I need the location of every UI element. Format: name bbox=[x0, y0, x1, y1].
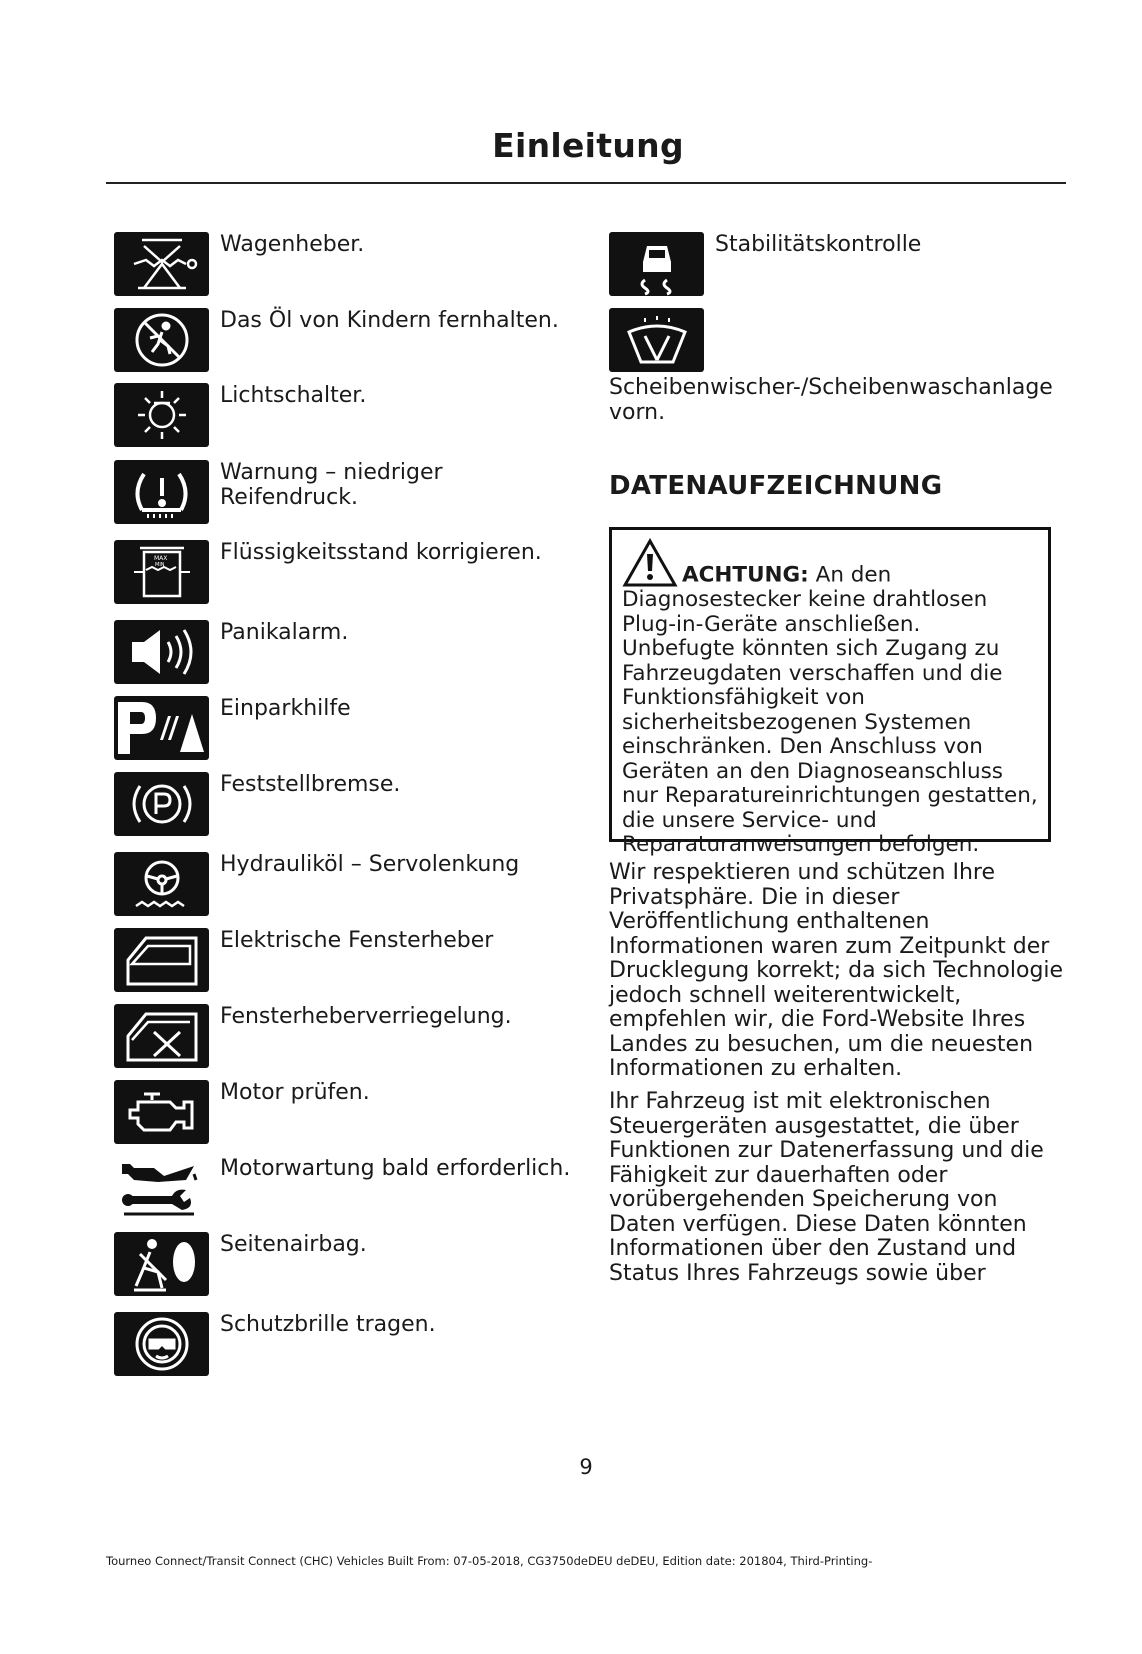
wiper-description: Scheibenwischer-/Scheibenwaschanlage vorn. bbox=[609, 375, 1053, 425]
fluid-level-icon bbox=[114, 540, 209, 604]
stability-control-icon bbox=[609, 232, 704, 296]
safety-goggles-icon bbox=[114, 1312, 209, 1376]
tire-pressure-warning-icon bbox=[114, 460, 209, 524]
engine-service-icon bbox=[114, 1156, 209, 1220]
symbol-label: Feststellbremse. bbox=[220, 772, 401, 797]
symbol-label: Schutzbrille tragen. bbox=[220, 1312, 436, 1337]
parking-brake-icon bbox=[114, 772, 209, 836]
section-heading: DATENAUFZEICHNUNG bbox=[609, 471, 943, 501]
symbol-label: Hydrauliköl – Servolenkung bbox=[220, 852, 520, 877]
symbol-label: Stabilitätskontrolle bbox=[715, 232, 922, 257]
page-number: 9 bbox=[579, 1455, 593, 1479]
symbol-label: Warnung – niedriger Reifendruck. bbox=[220, 460, 443, 510]
title-divider bbox=[106, 182, 1066, 184]
power-steering-fluid-icon bbox=[114, 852, 209, 916]
check-engine-icon bbox=[114, 1080, 209, 1144]
symbol-label: Fensterheberverriegelung. bbox=[220, 1004, 512, 1029]
fluid-min-text: MIN bbox=[155, 562, 165, 568]
privacy-paragraph: Wir respektieren und schützen Ihre Privatsphäre. Die in dieser Veröffentlichung enthaltenen Informationen waren zum Zeitpunkt der Drucklegung korrekt; da sich Technologie jedoch schnell weiterentwickelt, empfehlen wir, die Ford-Website Ihres Landes zu besuchen, um die neuesten Informationen zu erhalten. bbox=[609, 860, 1064, 1081]
warning-triangle-icon bbox=[622, 538, 678, 588]
symbol-label: Panikalarm. bbox=[220, 620, 349, 645]
window-lock-icon bbox=[114, 1004, 209, 1068]
symbol-label: Elektrische Fensterheber bbox=[220, 928, 494, 953]
power-window-icon bbox=[114, 928, 209, 992]
warning-box bbox=[609, 527, 1051, 857]
symbol-label: Motorwartung bald erforderlich. bbox=[220, 1156, 571, 1181]
side-airbag-icon bbox=[114, 1232, 209, 1296]
warning-text: An den Diagnosestecker keine drahtlosen Plug-in-Geräte anschließen. Unbefugte könnten sich Zugang zu Fahrzeugdaten verschaffen und die Funktionsfähigkeit von sicherheitsbezogenen Systemen einschränken. Den Anschluss von Geräten an den Diagnoseanschluss nur Reparatureinrichtungen gestatten, die unsere Service- und Reparaturanweisungen befolgen. bbox=[622, 562, 1038, 857]
symbol-label: Seitenairbag. bbox=[220, 1232, 367, 1257]
light-switch-icon bbox=[114, 383, 209, 447]
keep-away-from-children-icon bbox=[114, 308, 209, 372]
symbol-label: Wagenheber. bbox=[220, 232, 365, 257]
panic-alarm-icon bbox=[114, 620, 209, 684]
warning-label: ACHTUNG: bbox=[682, 562, 809, 588]
symbol-label: Motor prüfen. bbox=[220, 1080, 370, 1105]
parking-aid-icon bbox=[114, 696, 209, 760]
symbol-label: Das Öl von Kindern fernhalten. bbox=[220, 308, 559, 333]
symbol-label: Einparkhilfe bbox=[220, 696, 351, 721]
fluid-max-text: MAX bbox=[154, 555, 168, 562]
symbol-label: Lichtschalter. bbox=[220, 383, 367, 408]
symbol-label: Flüssigkeitsstand korrigieren. bbox=[220, 540, 542, 565]
jack-icon bbox=[114, 232, 209, 296]
page-title: Einleitung bbox=[492, 126, 684, 165]
data-recording-paragraph: Ihr Fahrzeug ist mit elektronischen Steuergeräten ausgestattet, die über Funktionen zur Datenerfassung und die Fähigkeit zur dauerhaften oder vorübergehenden Speicherung von Daten verfügen. Diese Daten könnten Informationen über den Zustand und Status Ihres Fahrzeugs sowie über bbox=[609, 1089, 1044, 1286]
footer: Tourneo Connect/Transit Connect (CHC) Vehicles Built From: 07-05-2018, CG3750deDEU deDEU, Edition date: 201804, Third-Printing- bbox=[106, 1554, 873, 1568]
windshield-wiper-icon bbox=[609, 308, 704, 372]
